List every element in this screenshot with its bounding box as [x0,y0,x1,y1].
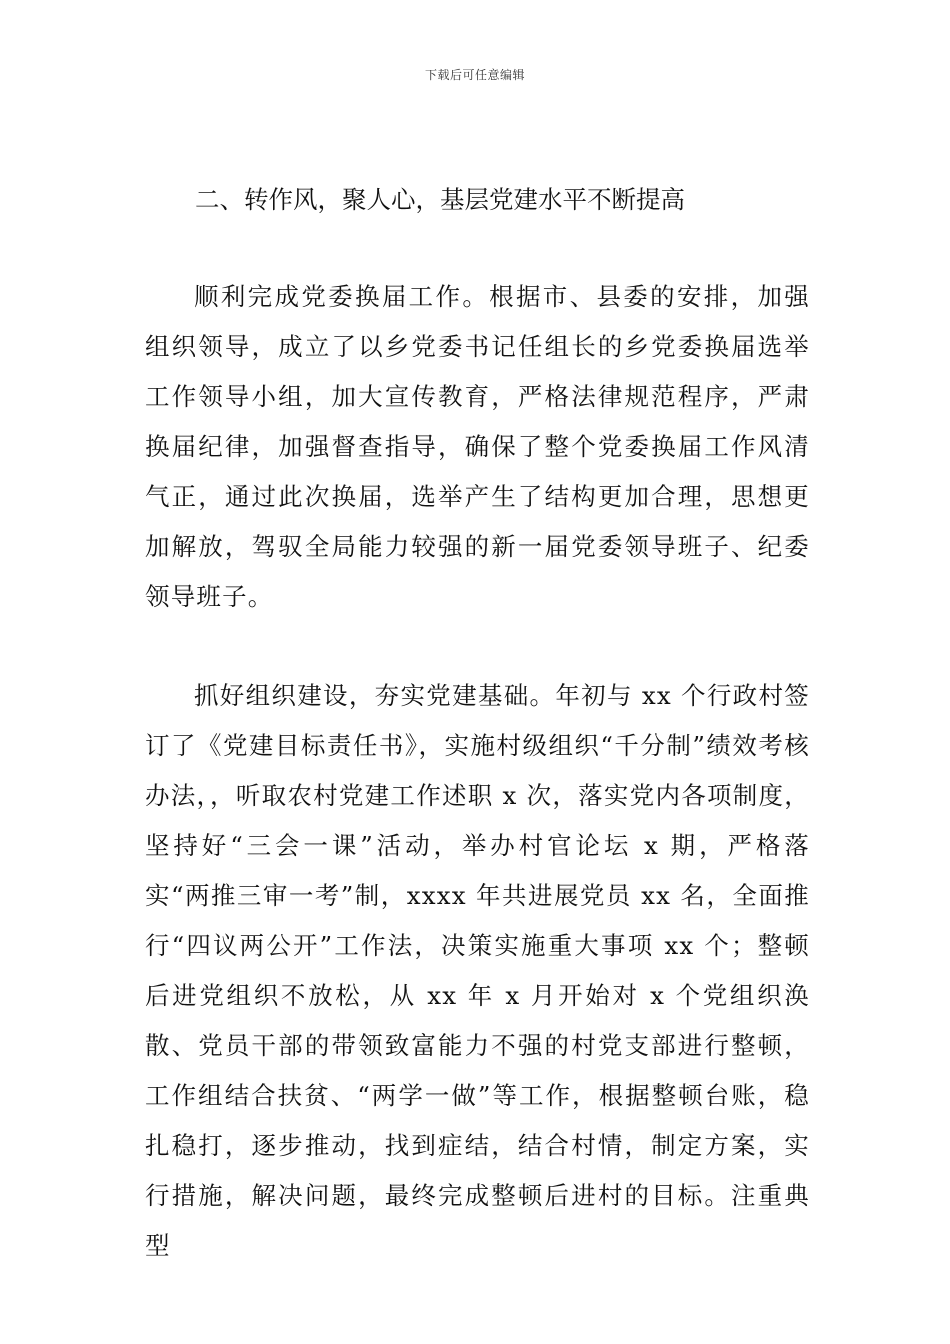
paragraph-election: 顺利完成党委换届工作。根据市、县委的安排，加强组织领导，成立了以乡党委书记任组长的乡党委换届选举工作领导小组，加大宣传教育，严格法律规范程序，严肃换届纪律，加强督查指导，确保了整个党委换届工作风清气正，通过此次换届，选举产生了结构更加合理，思想更加解放，驾驭全局能力较强的新一届党委领导班子、纪委领导班子。 [145,282,810,611]
paragraph-organization: 抓好组织建设，夯实党建基础。年初与 xx 个行政村签订了《党建目标责任书》，实施村级组织“千分制”绩效考核办法，，听取农村党建工作述职 x 次，落实党内各项制度，坚持好“三会一课”活动，举办村官论坛 x 期，严格落实“两推三审一考”制，xxxx 年共进展党员 xx 名，全面推行“四议两公开”工作法，决策实施重大事项 xx 个；整顿后进党组织不放松，从 xx 年 x 月开始对 x 个党组织涣散、党员干部的带领致富能力不强的村党支部进行整顿，工作组结合扶贫、“两学一做”等工作，根据整顿台账，稳扎稳打，逐步推动，找到症结，结合村情，制定方案，实行措施，解决问题，最终完成整顿后进村的目标。注重典型 [145,681,810,1260]
document-body [145,175,810,1271]
section-heading: 二、转作风，聚人心，基层党建水平不断提高 [195,185,685,214]
page-header-note: 下载后可任意编辑 [424,68,525,82]
